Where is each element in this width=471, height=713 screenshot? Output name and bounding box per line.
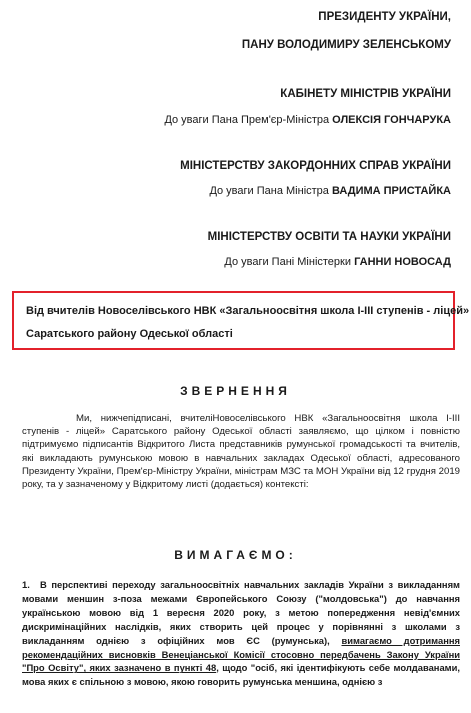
- addressee-education-attention: До уваги Пані Міністерки ГАННИ НОВОСАД: [224, 256, 451, 268]
- demand-text-cont: , щодо "осіб, які ідентифікують себе молдаванами, мова яких є спільною з мовою, якою говорить румунська меншина, однією з: [22, 662, 460, 688]
- sender-line-2: Саратського району Одеської області: [26, 328, 233, 340]
- demand-underlined-text: вимагаємо дотримання рекомендаційних висновків Венеціанської Комісії стосовно передбачень Закону України "Про Освіту", яких зазначено в пункті 48: [22, 634, 460, 674]
- demand-text: В перспективі переходу загальноосвітніх навчальних закладів України з викладанням мовами меншин з-поза межами Європейського Союзу ("молдовська") до навчання українською мовою від 1 вересня 2020 року, з метою попередження невід'ємних дискримінаційних наслідків, яких створить цей процес у порівнянні з школами з викладанням однією з офіційних мов ЄС (румунська),: [22, 579, 460, 646]
- document-heading: ЗВЕРНЕННЯ: [180, 384, 291, 398]
- appeal-body: Ми, нижчепідписані, вчителіНовоселівського НВК «Загальноосвітня школа І-ІІІ ступенів - ліцей» Саратського району Одеської області заявляємо, що цілком і повністю підтримуємо підписантів Відкритого Листа представників румунської громадськості та вчителів, які викладають румунською мовою в навчальних закладах Одеської області, адресованого Президенту України, Прем'єр-Міністру України, міністрам МЗС та МОН України від 12 грудня 2019 року, та у зазначеному у Відкритому листі (додається) контексті:: [22, 413, 460, 491]
- demand-item-1: [22, 578, 460, 689]
- addressee-cabinet: КАБІНЕТУ МІНІСТРІВ УКРАЇНИ: [280, 88, 451, 100]
- sender-highlight-box: [12, 291, 455, 350]
- addressee-foreign-attention: До уваги Пана Міністра ВАДИМА ПРИСТАЙКА: [209, 185, 451, 197]
- addressee-foreign-ministry: МІНІСТЕРСТВУ ЗАКОРДОННИХ СПРАВ УКРАЇНИ: [180, 160, 451, 172]
- addressee-president-name: ПАНУ ВОЛОДИМИРУ ЗЕЛЕНСЬКОМУ: [241, 39, 451, 51]
- addressee-cabinet-attention: До уваги Пана Прем'єр-Міністра ОЛЕКСІЯ ГОНЧАРУКА: [164, 114, 451, 126]
- sender-line-1: Від вчителів Новоселівського НВК «Загальноосвітня школа І-ІІІ ступенів - ліцей»: [26, 305, 470, 317]
- addressee-president: ПРЕЗИДЕНТУ УКРАЇНИ,: [318, 11, 451, 23]
- addressee-education-ministry: МІНІСТЕРСТВУ ОСВІТИ ТА НАУКИ УКРАЇНИ: [207, 231, 451, 243]
- demand-heading: ВИМАГАЄМО:: [174, 548, 297, 562]
- demand-number: 1.: [22, 579, 30, 590]
